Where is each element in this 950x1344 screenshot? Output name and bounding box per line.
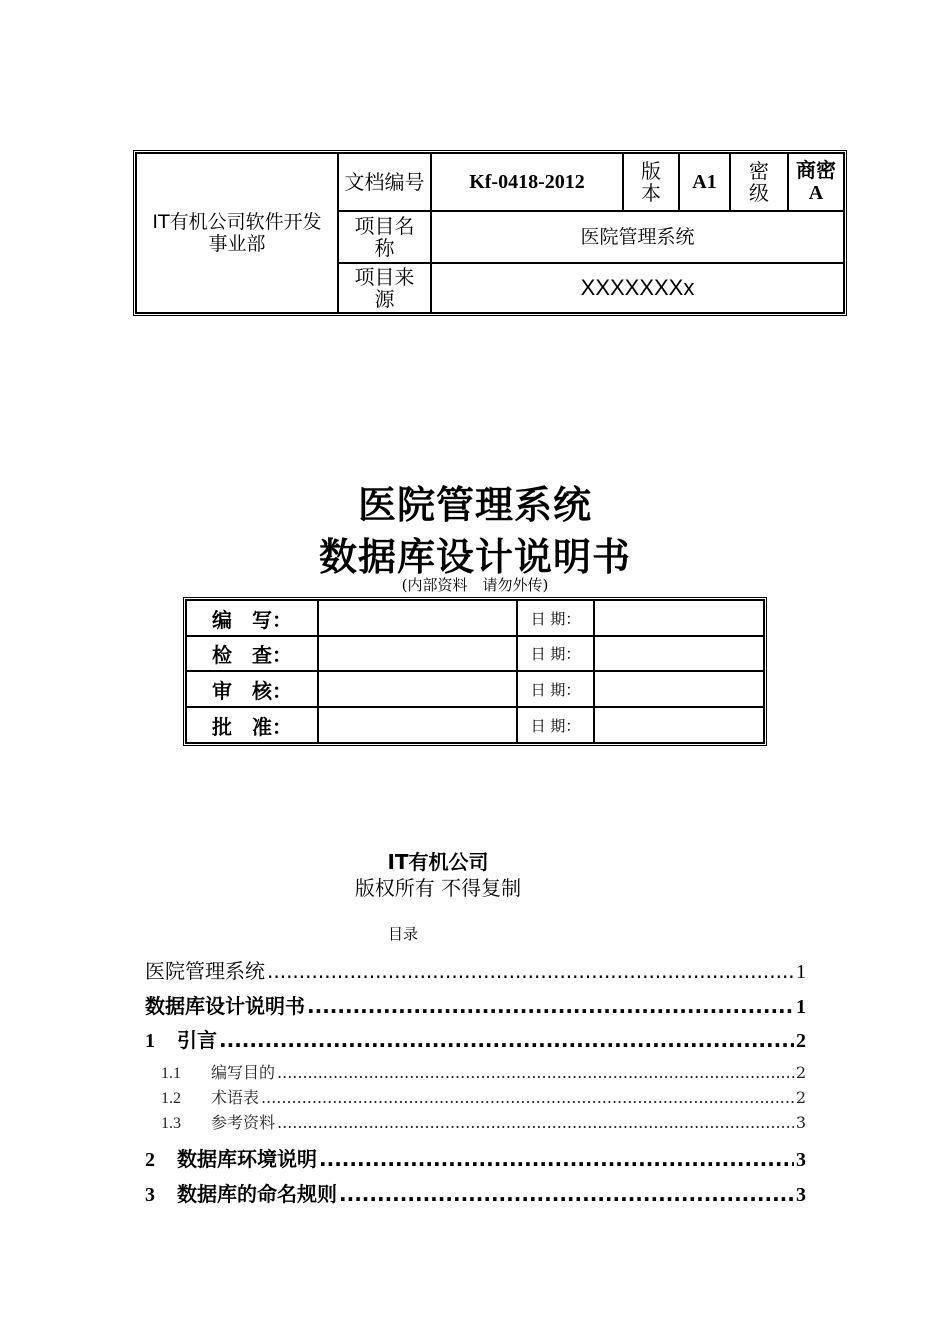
toc-entry-number: 1.3 (161, 1115, 181, 1132)
signoff-label-review: 审 核： (186, 671, 318, 707)
toc-leader (307, 994, 794, 1018)
signoff-name-approve (318, 707, 517, 743)
toc-entry-number: 3 (145, 1184, 155, 1206)
toc-entry-page: 3 (795, 1113, 806, 1132)
signoff-date-label-review: 日 期： (517, 671, 594, 707)
signoff-name-write (318, 600, 517, 636)
toc-entry-text: 数据库设计说明书 (145, 994, 305, 1018)
version-label: 版本 (623, 153, 679, 211)
project-name-label: 项目名称 (338, 211, 431, 263)
signoff-name-check (318, 636, 517, 671)
signoff-label-check: 检 查： (186, 636, 318, 671)
project-source-value: XXXXXXXx (431, 263, 844, 313)
toc-entry[interactable] (145, 1143, 806, 1172)
toc-leader (219, 1028, 794, 1052)
toc-entry-page: 1 (796, 961, 806, 983)
project-name-value: 医院管理系统 (431, 211, 844, 263)
document-header-table (133, 150, 847, 316)
toc-entry-text: 参考资料 (211, 1113, 276, 1132)
toc-entry-number: 2 (145, 1149, 155, 1171)
toc-leader (261, 1088, 794, 1107)
toc-entry[interactable] (145, 1178, 806, 1207)
project-source-label: 项目来源 (338, 263, 431, 313)
toc-entry-text: 医院管理系统 (145, 959, 265, 983)
company-name: IT有机公司软件开发事业部 (136, 153, 338, 313)
toc-entry-text: 数据库环境说明 (177, 1147, 317, 1171)
toc-leader (277, 1063, 794, 1082)
toc-entry-page: 2 (796, 1030, 806, 1052)
toc-leader (277, 1113, 794, 1132)
toc-entry[interactable] (145, 1110, 806, 1133)
toc-entry-text: 编写目的 (211, 1063, 276, 1082)
secret-label: 密级 (730, 153, 788, 211)
signoff-date-write (594, 600, 764, 636)
toc-entry-page: 2 (795, 1063, 806, 1082)
copyright-company: IT有机公司 (387, 850, 489, 874)
toc-entry[interactable] (145, 1060, 806, 1083)
signoff-date-label-approve: 日 期： (517, 707, 594, 743)
doc-title-line1: 医院管理系统 (357, 483, 592, 527)
doc-no-value: Kf-0418-2012 (431, 153, 623, 211)
signoff-date-approve (594, 707, 764, 743)
toc-entry[interactable] (145, 990, 806, 1019)
toc-entry-number: 1.1 (161, 1065, 181, 1082)
doc-no-label: 文档编号 (338, 153, 431, 211)
toc-entry[interactable] (145, 1085, 806, 1108)
toc-entry-number: 1 (145, 1030, 155, 1052)
copyright-notice: 版权所有 不得复制 (354, 876, 522, 900)
version-value: A1 (679, 153, 730, 211)
toc-entry-page: 2 (795, 1088, 806, 1107)
secret-value: 商密A (788, 153, 844, 211)
toc-entry[interactable] (145, 955, 806, 984)
internal-note: (内部资料 请勿外传) (401, 576, 549, 594)
toc-entry-page: 3 (796, 1149, 806, 1171)
signoff-date-label-check: 日 期： (517, 636, 594, 671)
signoff-date-label-write: 日 期： (517, 600, 594, 636)
toc-leader (267, 959, 794, 983)
signoff-name-review (318, 671, 517, 707)
doc-title-line2: 数据库设计说明书 (318, 535, 631, 579)
toc-entry-text: 数据库的命名规则 (177, 1182, 337, 1206)
toc-entry-number: 1.2 (161, 1090, 181, 1107)
toc-leader (339, 1182, 794, 1206)
toc-leader (319, 1147, 794, 1171)
toc-heading: 目录 (388, 925, 419, 943)
toc-entry-text: 引言 (177, 1028, 217, 1052)
signoff-date-review (594, 671, 764, 707)
toc-entry-page: 1 (796, 996, 806, 1018)
signoff-label-write: 编 写： (186, 600, 318, 636)
signoff-date-check (594, 636, 764, 671)
signoff-table (183, 597, 767, 746)
toc-entry-page: 3 (796, 1184, 806, 1206)
toc-entry-text: 术语表 (211, 1088, 260, 1107)
signoff-label-approve: 批 准： (186, 707, 318, 743)
toc-entry[interactable] (145, 1024, 806, 1053)
